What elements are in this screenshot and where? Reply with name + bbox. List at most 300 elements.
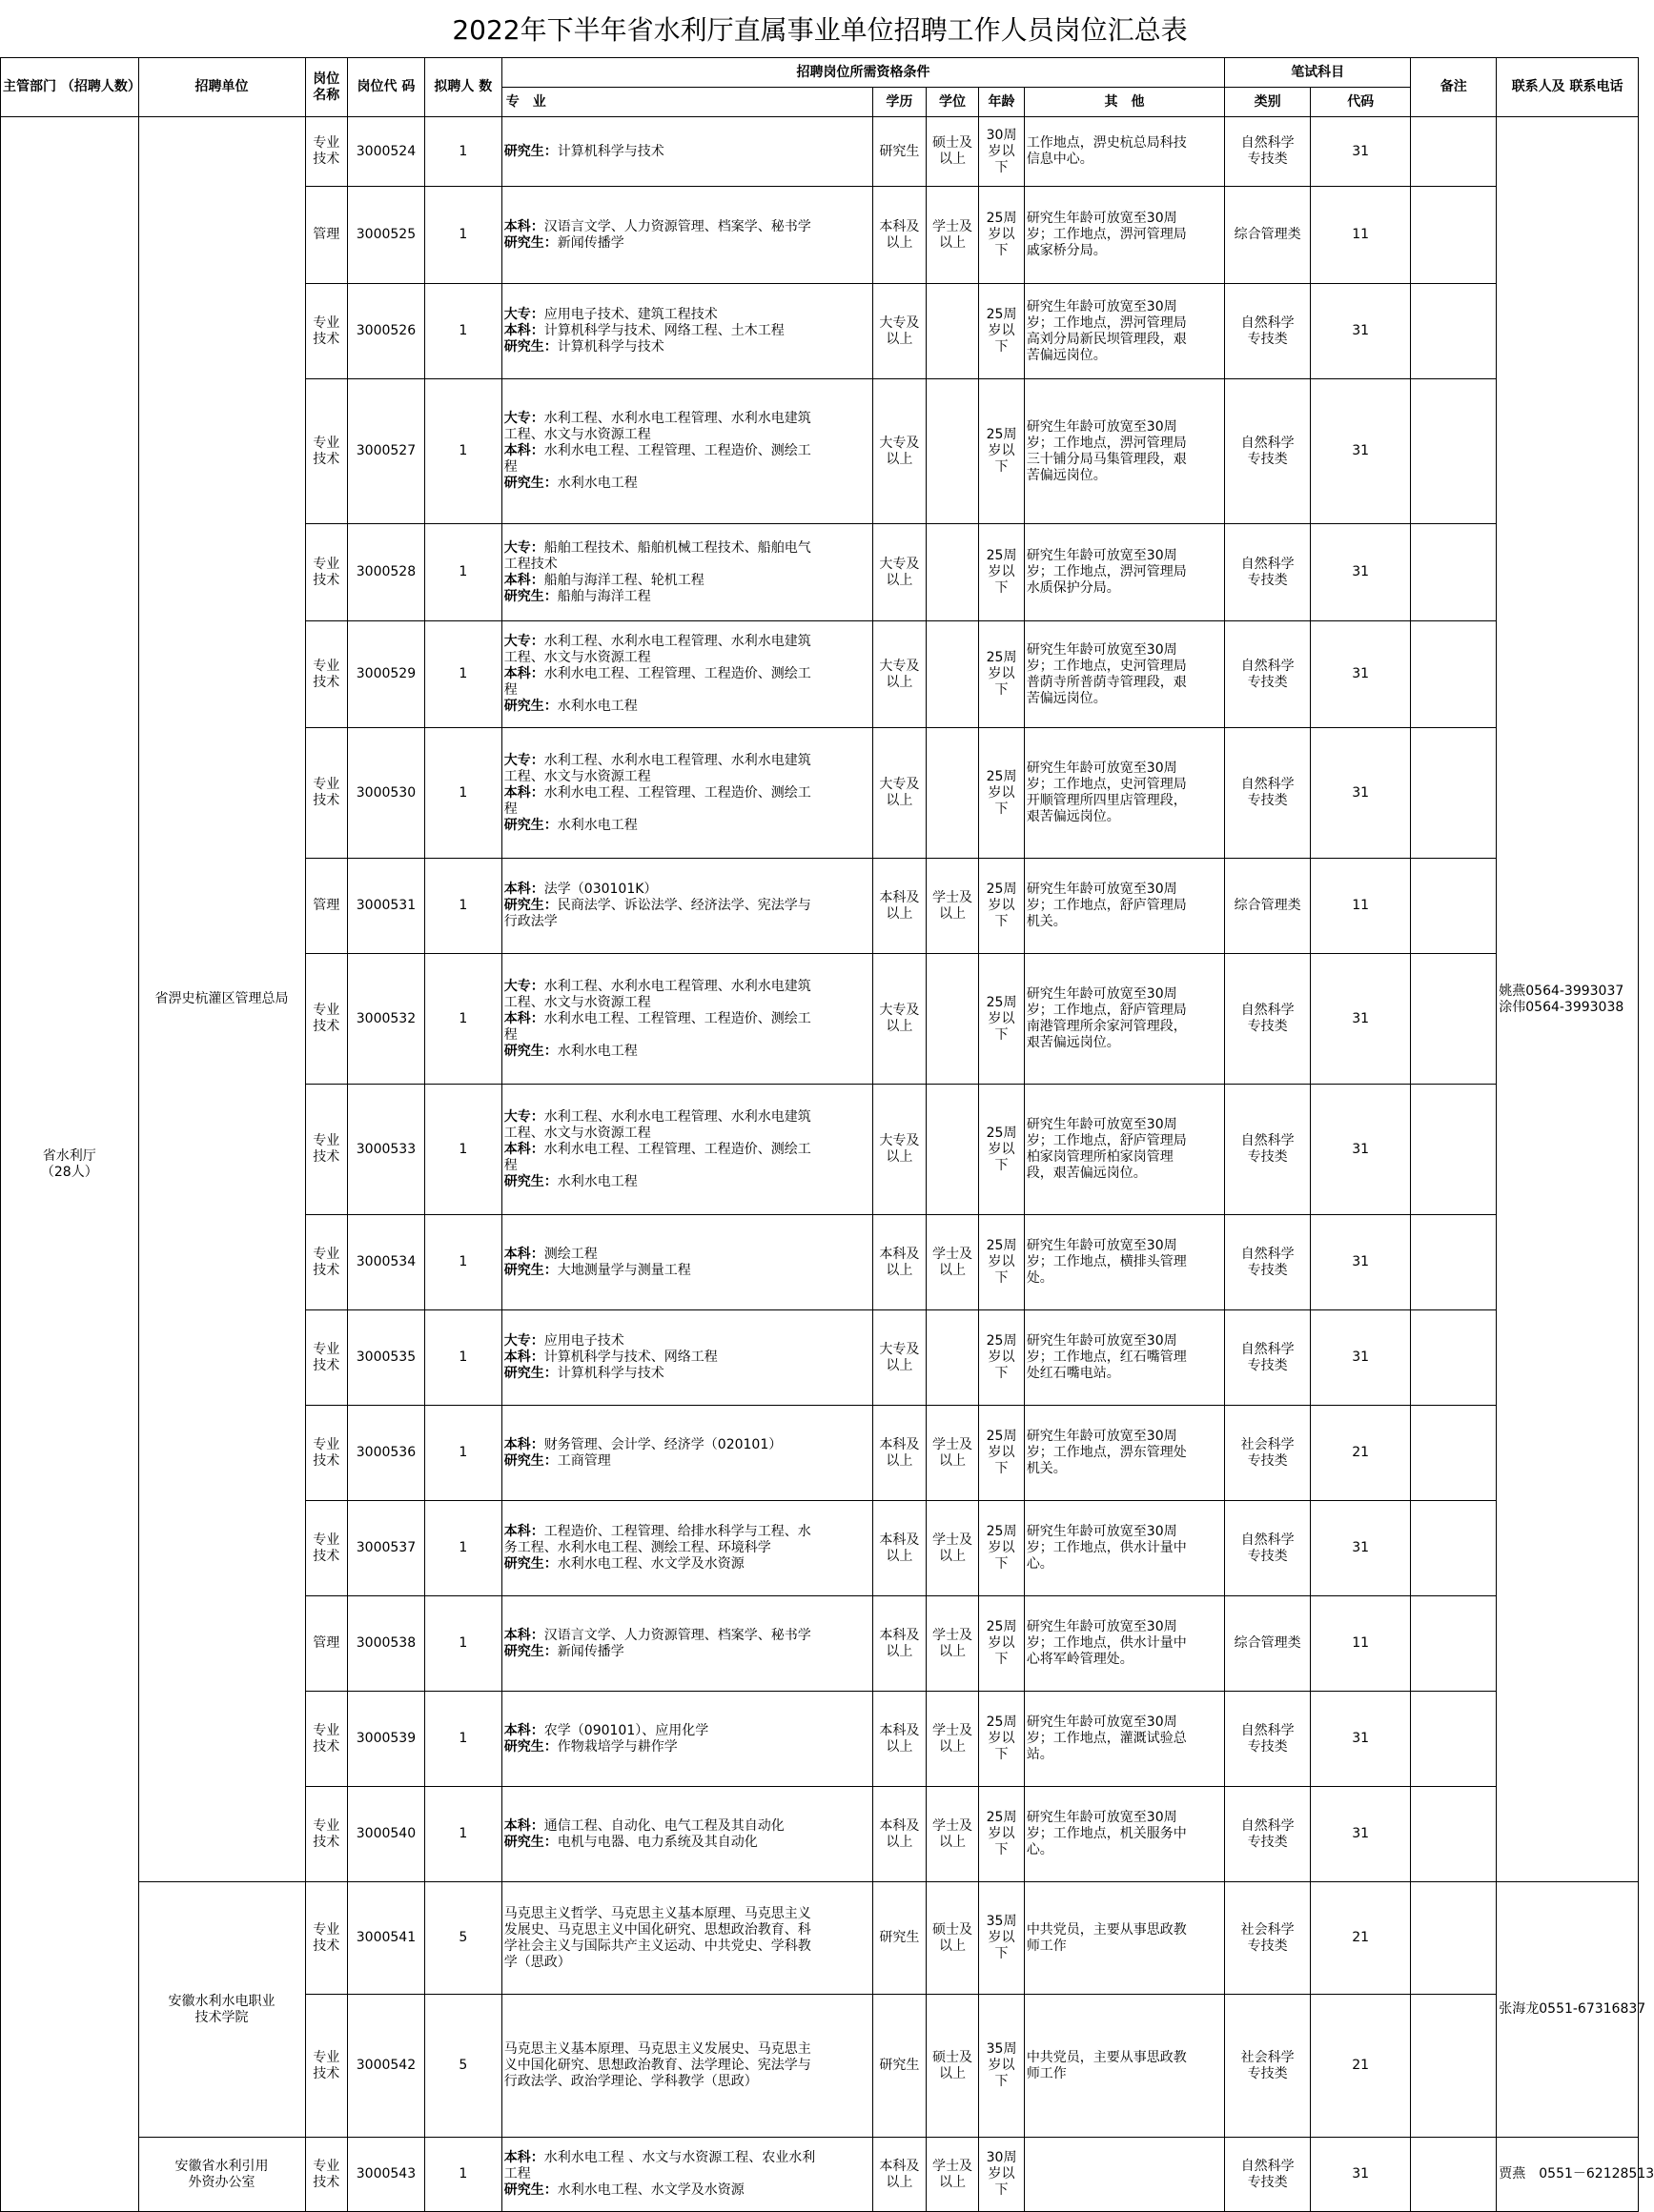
major-list: 水利水电工程 bbox=[557, 1043, 638, 1059]
major-cell bbox=[501, 1085, 872, 1215]
header-unit: 招聘单位 bbox=[138, 58, 305, 117]
major-level-label: 本科： bbox=[503, 1627, 544, 1643]
degree-cell: 学士及 以上 bbox=[926, 1692, 979, 1787]
contact-cell: 贾燕 0551－62128513 bbox=[1497, 2138, 1639, 2212]
count-cell: 1 bbox=[424, 621, 501, 728]
header-exam-type: 类别 bbox=[1225, 88, 1311, 117]
header-exam-code: 代码 bbox=[1311, 88, 1411, 117]
major-level-label: 本科： bbox=[503, 1722, 544, 1738]
major-list: 民商法学、诉讼法学、经济法学、宪法学与 行政法学 bbox=[503, 898, 811, 929]
major-list: 水利水电工程、水文学及水资源 bbox=[557, 2182, 745, 2198]
count-cell: 1 bbox=[424, 1596, 501, 1692]
degree-cell: 硕士及 以上 bbox=[926, 1995, 979, 2138]
degree-cell: 硕士及 以上 bbox=[926, 117, 979, 187]
degree-cell: 学士及 以上 bbox=[926, 1787, 979, 1882]
exam-type-cell: 自然科学 专技类 bbox=[1225, 728, 1311, 859]
major-list: 计算机科学与技术、网络工程、土木工程 bbox=[543, 323, 785, 338]
other-cell: 中共党员，主要从事思政教 师工作 bbox=[1024, 1995, 1224, 2138]
major-level-label: 本科： bbox=[503, 1010, 544, 1026]
major-level-label: 研究生： bbox=[503, 699, 558, 714]
count-cell: 1 bbox=[424, 1787, 501, 1882]
major-list: 水利水电工程 bbox=[557, 817, 638, 833]
header-degree: 学位 bbox=[926, 88, 979, 117]
degree-cell bbox=[926, 1085, 979, 1215]
major-level-label: 本科： bbox=[503, 218, 544, 234]
exam-code-cell: 31 bbox=[1311, 621, 1411, 728]
exam-code-cell: 31 bbox=[1311, 117, 1411, 187]
post-name-cell: 专业 技术 bbox=[305, 621, 347, 728]
education-cell: 本科及 以上 bbox=[873, 1406, 927, 1501]
remark-cell bbox=[1411, 1501, 1497, 1596]
post-code-cell: 3000537 bbox=[348, 1501, 425, 1596]
major-list: 电机与电器、电力系统及其自动化 bbox=[557, 1834, 758, 1850]
major-level-label: 大专： bbox=[503, 634, 544, 649]
degree-cell: 学士及 以上 bbox=[926, 859, 979, 954]
major-list: 水利水电工程 bbox=[557, 1173, 638, 1189]
remark-cell bbox=[1411, 187, 1497, 284]
major-list: 水利工程、水利水电工程管理、水利水电建筑 工程、水文与水资源工程 bbox=[503, 978, 811, 1010]
major-level-label: 研究生： bbox=[503, 1643, 558, 1659]
major-cell bbox=[501, 1501, 872, 1596]
unit-cell: 安徽水利水电职业 技术学院 bbox=[138, 1882, 305, 2138]
major-list: 计算机科学与技术 bbox=[557, 339, 664, 355]
degree-cell: 学士及 以上 bbox=[926, 2138, 979, 2212]
age-cell: 25周 岁以 下 bbox=[979, 1787, 1025, 1882]
major-list: 汉语言文学、人力资源管理、档案学、秘书学 bbox=[543, 218, 811, 234]
degree-cell bbox=[926, 1310, 979, 1406]
major-level-label: 大专： bbox=[503, 1333, 544, 1349]
exam-type-cell: 自然科学 专技类 bbox=[1225, 1692, 1311, 1787]
major-level-label: 研究生： bbox=[503, 1556, 558, 1572]
remark-cell bbox=[1411, 524, 1497, 621]
count-cell: 1 bbox=[424, 728, 501, 859]
major-list: 计算机科学与技术 bbox=[557, 1366, 664, 1381]
post-code-cell: 3000535 bbox=[348, 1310, 425, 1406]
count-cell: 5 bbox=[424, 1882, 501, 1995]
major-cell bbox=[501, 187, 872, 284]
header-age: 年龄 bbox=[979, 88, 1025, 117]
count-cell: 1 bbox=[424, 379, 501, 524]
age-cell: 35周 岁以 下 bbox=[979, 1995, 1025, 2138]
post-name-cell: 专业 技术 bbox=[305, 1501, 347, 1596]
remark-cell bbox=[1411, 2138, 1497, 2212]
age-cell: 25周 岁以 下 bbox=[979, 379, 1025, 524]
education-cell: 大专及 以上 bbox=[873, 284, 927, 379]
header-exam: 笔试科目 bbox=[1225, 58, 1411, 88]
age-cell: 30周 岁以 下 bbox=[979, 117, 1025, 187]
major-list: 马克思主义哲学、马克思主义基本原理、马克思主义 发展史、马克思主义中国化研究、思想政治教育、科 学社会主义与国际共产主义运动、中共党史、学科教 学（思政） bbox=[503, 1905, 811, 1970]
post-code-cell: 3000534 bbox=[348, 1215, 425, 1310]
major-level-label: 研究生： bbox=[503, 817, 558, 833]
remark-cell bbox=[1411, 1406, 1497, 1501]
major-level-label: 大专： bbox=[503, 539, 544, 556]
degree-cell: 学士及 以上 bbox=[926, 187, 979, 284]
major-level-label: 本科： bbox=[503, 1436, 544, 1452]
education-cell: 本科及 以上 bbox=[873, 859, 927, 954]
major-cell bbox=[501, 1215, 872, 1310]
other-cell: 研究生年龄可放宽至30周 岁；工作地点，红石嘴管理 处红石嘴电站。 bbox=[1024, 1310, 1224, 1406]
major-cell bbox=[501, 379, 872, 524]
post-code-cell: 3000536 bbox=[348, 1406, 425, 1501]
major-list: 作物栽培学与耕作学 bbox=[557, 1738, 678, 1755]
major-level-label: 研究生： bbox=[503, 1366, 558, 1381]
degree-cell bbox=[926, 954, 979, 1085]
major-list: 工程造价、工程管理、给排水科学与工程、水 务工程、水利水电工程、测绘工程、环境科学 bbox=[503, 1524, 811, 1555]
exam-type-cell: 社会科学 专技类 bbox=[1225, 1995, 1311, 2138]
major-level-label: 研究生： bbox=[503, 234, 558, 251]
major-level-label: 本科： bbox=[503, 2150, 544, 2165]
exam-code-cell: 31 bbox=[1311, 284, 1411, 379]
count-cell: 1 bbox=[424, 1085, 501, 1215]
education-cell: 大专及 以上 bbox=[873, 524, 927, 621]
count-cell: 5 bbox=[424, 1995, 501, 2138]
other-cell: 研究生年龄可放宽至30周 岁；工作地点，供水计量中 心。 bbox=[1024, 1501, 1224, 1596]
major-level-label: 本科： bbox=[503, 882, 544, 897]
post-name-cell: 专业 技术 bbox=[305, 1215, 347, 1310]
major-list: 新闻传播学 bbox=[557, 234, 624, 251]
other-cell: 工作地点，淠史杭总局科技 信息中心。 bbox=[1024, 117, 1224, 187]
post-code-cell: 3000527 bbox=[348, 379, 425, 524]
post-name-cell: 专业 技术 bbox=[305, 728, 347, 859]
major-cell bbox=[501, 117, 872, 187]
header-row-1 bbox=[1, 58, 1639, 88]
major-level-label: 研究生： bbox=[503, 1262, 558, 1278]
education-cell: 大专及 以上 bbox=[873, 621, 927, 728]
post-name-cell: 专业 技术 bbox=[305, 1085, 347, 1215]
exam-code-cell: 31 bbox=[1311, 379, 1411, 524]
exam-type-cell: 自然科学 专技类 bbox=[1225, 1085, 1311, 1215]
exam-code-cell: 11 bbox=[1311, 859, 1411, 954]
header-education: 学历 bbox=[873, 88, 927, 117]
exam-type-cell: 自然科学 专技类 bbox=[1225, 954, 1311, 1085]
degree-cell bbox=[926, 524, 979, 621]
post-code-cell: 3000528 bbox=[348, 524, 425, 621]
major-cell bbox=[501, 284, 872, 379]
exam-type-cell: 自然科学 专技类 bbox=[1225, 117, 1311, 187]
major-cell bbox=[501, 621, 872, 728]
other-cell: 研究生年龄可放宽至30周 岁；工作地点，供水计量中 心将军岭管理处。 bbox=[1024, 1596, 1224, 1692]
education-cell: 大专及 以上 bbox=[873, 1085, 927, 1215]
major-cell bbox=[501, 1995, 872, 2138]
exam-type-cell: 社会科学 专技类 bbox=[1225, 1406, 1311, 1501]
exam-type-cell: 自然科学 专技类 bbox=[1225, 284, 1311, 379]
remark-cell bbox=[1411, 1596, 1497, 1692]
post-name-cell: 专业 技术 bbox=[305, 379, 347, 524]
major-level-label: 研究生： bbox=[503, 339, 558, 355]
major-level-label: 研究生： bbox=[503, 1834, 558, 1850]
major-level-label: 研究生： bbox=[503, 1043, 558, 1059]
degree-cell: 学士及 以上 bbox=[926, 1215, 979, 1310]
post-code-cell: 3000529 bbox=[348, 621, 425, 728]
positions-table bbox=[0, 57, 1654, 2212]
post-code-cell: 3000524 bbox=[348, 117, 425, 187]
post-code-cell: 3000542 bbox=[348, 1995, 425, 2138]
major-level-label: 本科： bbox=[503, 1246, 544, 1262]
post-name-cell: 专业 技术 bbox=[305, 117, 347, 187]
major-cell bbox=[501, 1882, 872, 1995]
major-list: 船舶与海洋工程、轮机工程 bbox=[543, 572, 704, 588]
education-cell: 本科及 以上 bbox=[873, 2138, 927, 2212]
count-cell: 1 bbox=[424, 117, 501, 187]
age-cell: 25周 岁以 下 bbox=[979, 187, 1025, 284]
exam-type-cell: 自然科学 专技类 bbox=[1225, 621, 1311, 728]
contact-cell: 张海龙0551-67316837 bbox=[1497, 1882, 1639, 2138]
major-level-label: 本科： bbox=[503, 784, 544, 801]
post-name-cell: 专业 技术 bbox=[305, 2138, 347, 2212]
post-name-cell: 管理 bbox=[305, 859, 347, 954]
exam-type-cell: 自然科学 专技类 bbox=[1225, 524, 1311, 621]
exam-code-cell: 31 bbox=[1311, 1692, 1411, 1787]
major-list: 通信工程、自动化、电气工程及其自动化 bbox=[543, 1817, 785, 1834]
post-code-cell: 3000525 bbox=[348, 187, 425, 284]
exam-type-cell: 社会科学 专技类 bbox=[1225, 1882, 1311, 1995]
major-level-label: 本科： bbox=[503, 572, 544, 588]
other-cell: 研究生年龄可放宽至30周 岁；工作地点，淠河管理局 水质保护分局。 bbox=[1024, 524, 1224, 621]
post-name-cell: 专业 技术 bbox=[305, 1882, 347, 1995]
age-cell: 25周 岁以 下 bbox=[979, 728, 1025, 859]
age-cell: 25周 岁以 下 bbox=[979, 1310, 1025, 1406]
remark-cell bbox=[1411, 1310, 1497, 1406]
other-cell: 研究生年龄可放宽至30周 岁；工作地点，淠河管理局 高刘分局新民坝管理段，艰 苦偏远岗位。 bbox=[1024, 284, 1224, 379]
major-list: 新闻传播学 bbox=[557, 1643, 624, 1659]
post-code-cell: 3000539 bbox=[348, 1692, 425, 1787]
major-level-label: 研究生： bbox=[503, 143, 558, 159]
degree-cell bbox=[926, 379, 979, 524]
count-cell: 1 bbox=[424, 1692, 501, 1787]
table-row bbox=[1, 1882, 1639, 1995]
major-list: 水利工程、水利水电工程管理、水利水电建筑 工程、水文与水资源工程 bbox=[503, 634, 811, 665]
exam-type-cell: 自然科学 专技类 bbox=[1225, 1501, 1311, 1596]
major-list: 水利水电工程、工程管理、工程造价、测绘工 程 bbox=[503, 1141, 811, 1173]
page-title: 2022年下半年省水利厅直属事业单位招聘工作人员岗位汇总表 bbox=[452, 14, 1188, 46]
exam-type-cell: 综合管理类 bbox=[1225, 1596, 1311, 1692]
degree-cell bbox=[926, 284, 979, 379]
other-cell: 研究生年龄可放宽至30周 岁；工作地点，淠河管理局 戚家桥分局。 bbox=[1024, 187, 1224, 284]
major-list: 船舶工程技术、船舶机械工程技术、船舶电气 工程技术 bbox=[503, 539, 811, 572]
other-cell: 研究生年龄可放宽至30周 岁；工作地点，淠河管理局 三十铺分局马集管理段，艰 苦偏远岗位。 bbox=[1024, 379, 1224, 524]
exam-type-cell: 自然科学 专技类 bbox=[1225, 1310, 1311, 1406]
count-cell: 1 bbox=[424, 954, 501, 1085]
remark-cell bbox=[1411, 728, 1497, 859]
other-cell bbox=[1024, 2138, 1224, 2212]
education-cell: 大专及 以上 bbox=[873, 728, 927, 859]
major-list: 应用电子技术 bbox=[543, 1333, 624, 1349]
post-name-cell: 专业 技术 bbox=[305, 524, 347, 621]
remark-cell bbox=[1411, 379, 1497, 524]
exam-code-cell: 11 bbox=[1311, 1596, 1411, 1692]
major-level-label: 本科： bbox=[503, 443, 544, 458]
post-code-cell: 3000543 bbox=[348, 2138, 425, 2212]
major-level-label: 本科： bbox=[503, 666, 544, 681]
age-cell: 25周 岁以 下 bbox=[979, 284, 1025, 379]
post-name-cell: 管理 bbox=[305, 187, 347, 284]
age-cell: 25周 岁以 下 bbox=[979, 621, 1025, 728]
education-cell: 大专及 以上 bbox=[873, 954, 927, 1085]
count-cell: 1 bbox=[424, 284, 501, 379]
major-cell bbox=[501, 1787, 872, 1882]
header-qualifications: 招聘岗位所需资格条件 bbox=[501, 58, 1224, 88]
education-cell: 本科及 以上 bbox=[873, 1215, 927, 1310]
age-cell: 25周 岁以 下 bbox=[979, 524, 1025, 621]
age-cell: 25周 岁以 下 bbox=[979, 1406, 1025, 1501]
education-cell: 研究生 bbox=[873, 1882, 927, 1995]
major-cell bbox=[501, 859, 872, 954]
major-level-label: 本科： bbox=[503, 323, 544, 338]
exam-code-cell: 31 bbox=[1311, 1310, 1411, 1406]
contact-cell: 姚燕0564-3993037 涂伟0564-3993038 bbox=[1497, 117, 1639, 1882]
major-level-label: 研究生： bbox=[503, 476, 558, 491]
remark-cell bbox=[1411, 1995, 1497, 2138]
degree-cell bbox=[926, 728, 979, 859]
post-name-cell: 专业 技术 bbox=[305, 1310, 347, 1406]
count-cell: 1 bbox=[424, 1215, 501, 1310]
major-list: 水利水电工程、工程管理、工程造价、测绘工 程 bbox=[503, 443, 811, 475]
major-list: 农学（090101）、应用化学 bbox=[543, 1722, 709, 1738]
post-code-cell: 3000530 bbox=[348, 728, 425, 859]
major-list: 水利工程、水利水电工程管理、水利水电建筑 工程、水文与水资源工程 bbox=[503, 752, 811, 784]
major-level-label: 大专： bbox=[503, 752, 544, 768]
exam-code-cell: 11 bbox=[1311, 187, 1411, 284]
remark-cell bbox=[1411, 1085, 1497, 1215]
post-code-cell: 3000531 bbox=[348, 859, 425, 954]
major-cell bbox=[501, 2138, 872, 2212]
other-cell: 研究生年龄可放宽至30周 岁；工作地点，灌溉试验总 站。 bbox=[1024, 1692, 1224, 1787]
major-level-label: 本科： bbox=[503, 1524, 544, 1539]
major-level-label: 本科： bbox=[503, 1350, 544, 1365]
age-cell: 25周 岁以 下 bbox=[979, 1596, 1025, 1692]
post-name-cell: 专业 技术 bbox=[305, 1995, 347, 2138]
exam-code-cell: 21 bbox=[1311, 1406, 1411, 1501]
table-body bbox=[1, 58, 1654, 2212]
post-code-cell: 3000533 bbox=[348, 1085, 425, 1215]
header-remark: 备注 bbox=[1411, 58, 1497, 117]
major-level-label: 研究生： bbox=[503, 588, 558, 604]
degree-cell: 硕士及 以上 bbox=[926, 1882, 979, 1995]
count-cell: 1 bbox=[424, 2138, 501, 2212]
exam-code-cell: 31 bbox=[1311, 1085, 1411, 1215]
remark-cell bbox=[1411, 1882, 1497, 1995]
age-cell: 25周 岁以 下 bbox=[979, 1501, 1025, 1596]
exam-code-cell: 21 bbox=[1311, 1995, 1411, 2138]
other-cell: 中共党员，主要从事思政教 师工作 bbox=[1024, 1882, 1224, 1995]
other-cell: 研究生年龄可放宽至30周 岁；工作地点，史河管理局 普荫寺所普荫寺管理段，艰 苦偏远岗位。 bbox=[1024, 621, 1224, 728]
post-name-cell: 专业 技术 bbox=[305, 1787, 347, 1882]
major-level-label: 本科： bbox=[503, 1817, 544, 1834]
major-level-label: 研究生： bbox=[503, 2182, 558, 2198]
count-cell: 1 bbox=[424, 1406, 501, 1501]
other-cell: 研究生年龄可放宽至30周 岁；工作地点，舒庐管理局 机关。 bbox=[1024, 859, 1224, 954]
exam-code-cell: 31 bbox=[1311, 2138, 1411, 2212]
major-level-label: 大专： bbox=[503, 307, 544, 322]
major-list: 计算机科学与技术 bbox=[557, 143, 664, 159]
education-cell: 研究生 bbox=[873, 1995, 927, 2138]
table-row bbox=[1, 2138, 1639, 2212]
post-code-cell: 3000540 bbox=[348, 1787, 425, 1882]
age-cell: 25周 岁以 下 bbox=[979, 1085, 1025, 1215]
major-list: 水利水电工程、工程管理、工程造价、测绘工 程 bbox=[503, 784, 811, 817]
header-other: 其 他 bbox=[1024, 88, 1224, 117]
major-list: 应用电子技术、建筑工程技术 bbox=[543, 307, 718, 322]
exam-type-cell: 自然科学 专技类 bbox=[1225, 379, 1311, 524]
degree-cell: 学士及 以上 bbox=[926, 1501, 979, 1596]
other-cell: 研究生年龄可放宽至30周 岁；工作地点，横排头管理 处。 bbox=[1024, 1215, 1224, 1310]
major-list: 水利工程、水利水电工程管理、水利水电建筑 工程、水文与水资源工程 bbox=[503, 411, 811, 442]
post-code-cell: 3000526 bbox=[348, 284, 425, 379]
major-list: 水利水电工程、工程管理、工程造价、测绘工 程 bbox=[503, 1010, 811, 1043]
major-level-label: 研究生： bbox=[503, 1452, 558, 1469]
age-cell: 25周 岁以 下 bbox=[979, 954, 1025, 1085]
education-cell: 大专及 以上 bbox=[873, 379, 927, 524]
other-cell: 研究生年龄可放宽至30周 岁；工作地点，淠东管理处 机关。 bbox=[1024, 1406, 1224, 1501]
post-name-cell: 专业 技术 bbox=[305, 1406, 347, 1501]
major-level-label: 研究生： bbox=[503, 1173, 558, 1189]
education-cell: 本科及 以上 bbox=[873, 1787, 927, 1882]
education-cell: 本科及 以上 bbox=[873, 1596, 927, 1692]
major-list: 法学（030101K） bbox=[543, 882, 658, 897]
major-list: 马克思主义基本原理、马克思主义发展史、马克思主 义中国化研究、思想政治教育、法学理论、宪法学与 行政法学、政治学理论、学科教学（思政） bbox=[503, 2041, 811, 2089]
other-cell: 研究生年龄可放宽至30周 岁；工作地点，舒庐管理局 柏家岗管理所柏家岗管理 段，艰苦偏远岗位。 bbox=[1024, 1085, 1224, 1215]
unit-cell: 省淠史杭灌区管理总局 bbox=[138, 117, 305, 1882]
header-contact: 联系人及 联系电话 bbox=[1497, 58, 1639, 117]
header-count: 拟聘人 数 bbox=[424, 58, 501, 117]
major-level-label: 大专： bbox=[503, 978, 544, 994]
major-list: 大地测量学与测量工程 bbox=[557, 1262, 691, 1278]
other-cell: 研究生年龄可放宽至30周 岁；工作地点，机关服务中 心。 bbox=[1024, 1787, 1224, 1882]
education-cell: 本科及 以上 bbox=[873, 187, 927, 284]
major-list: 水利水电工程 、水文与水资源工程、农业水利 工程 bbox=[503, 2150, 816, 2182]
count-cell: 1 bbox=[424, 1310, 501, 1406]
major-list: 水利水电工程、工程管理、工程造价、测绘工 程 bbox=[503, 666, 811, 698]
major-list: 船舶与海洋工程 bbox=[557, 588, 651, 604]
table-row bbox=[1, 117, 1639, 187]
post-code-cell: 3000532 bbox=[348, 954, 425, 1085]
age-cell: 25周 岁以 下 bbox=[979, 1215, 1025, 1310]
exam-code-cell: 21 bbox=[1311, 1882, 1411, 1995]
exam-code-cell: 31 bbox=[1311, 524, 1411, 621]
major-cell bbox=[501, 524, 872, 621]
remark-cell bbox=[1411, 954, 1497, 1085]
major-cell bbox=[501, 1406, 872, 1501]
age-cell: 25周 岁以 下 bbox=[979, 1692, 1025, 1787]
education-cell: 本科及 以上 bbox=[873, 1501, 927, 1596]
major-cell bbox=[501, 728, 872, 859]
remark-cell bbox=[1411, 859, 1497, 954]
exam-type-cell: 自然科学 专技类 bbox=[1225, 2138, 1311, 2212]
major-list: 汉语言文学、人力资源管理、档案学、秘书学 bbox=[543, 1627, 811, 1643]
exam-code-cell: 31 bbox=[1311, 1215, 1411, 1310]
degree-cell: 学士及 以上 bbox=[926, 1406, 979, 1501]
remark-cell bbox=[1411, 1787, 1497, 1882]
post-name-cell: 专业 技术 bbox=[305, 954, 347, 1085]
education-cell: 研究生 bbox=[873, 117, 927, 187]
degree-cell: 学士及 以上 bbox=[926, 1596, 979, 1692]
remark-cell bbox=[1411, 284, 1497, 379]
remark-cell bbox=[1411, 1692, 1497, 1787]
exam-code-cell: 31 bbox=[1311, 1501, 1411, 1596]
major-level-label: 本科： bbox=[503, 1141, 544, 1157]
dept-cell: 省水利厅 （28人） bbox=[1, 117, 139, 2212]
major-list: 工商管理 bbox=[557, 1452, 611, 1469]
degree-cell bbox=[926, 621, 979, 728]
exam-code-cell: 31 bbox=[1311, 954, 1411, 1085]
major-cell bbox=[501, 1692, 872, 1787]
major-list: 水利水电工程 bbox=[557, 476, 638, 491]
header-dept: 主管部门 （招聘人数） bbox=[1, 58, 139, 117]
unit-cell: 安徽省水利引用 外资办公室 bbox=[138, 2138, 305, 2212]
header-post-code: 岗位代 码 bbox=[348, 58, 425, 117]
post-code-cell: 3000541 bbox=[348, 1882, 425, 1995]
education-cell: 本科及 以上 bbox=[873, 1692, 927, 1787]
